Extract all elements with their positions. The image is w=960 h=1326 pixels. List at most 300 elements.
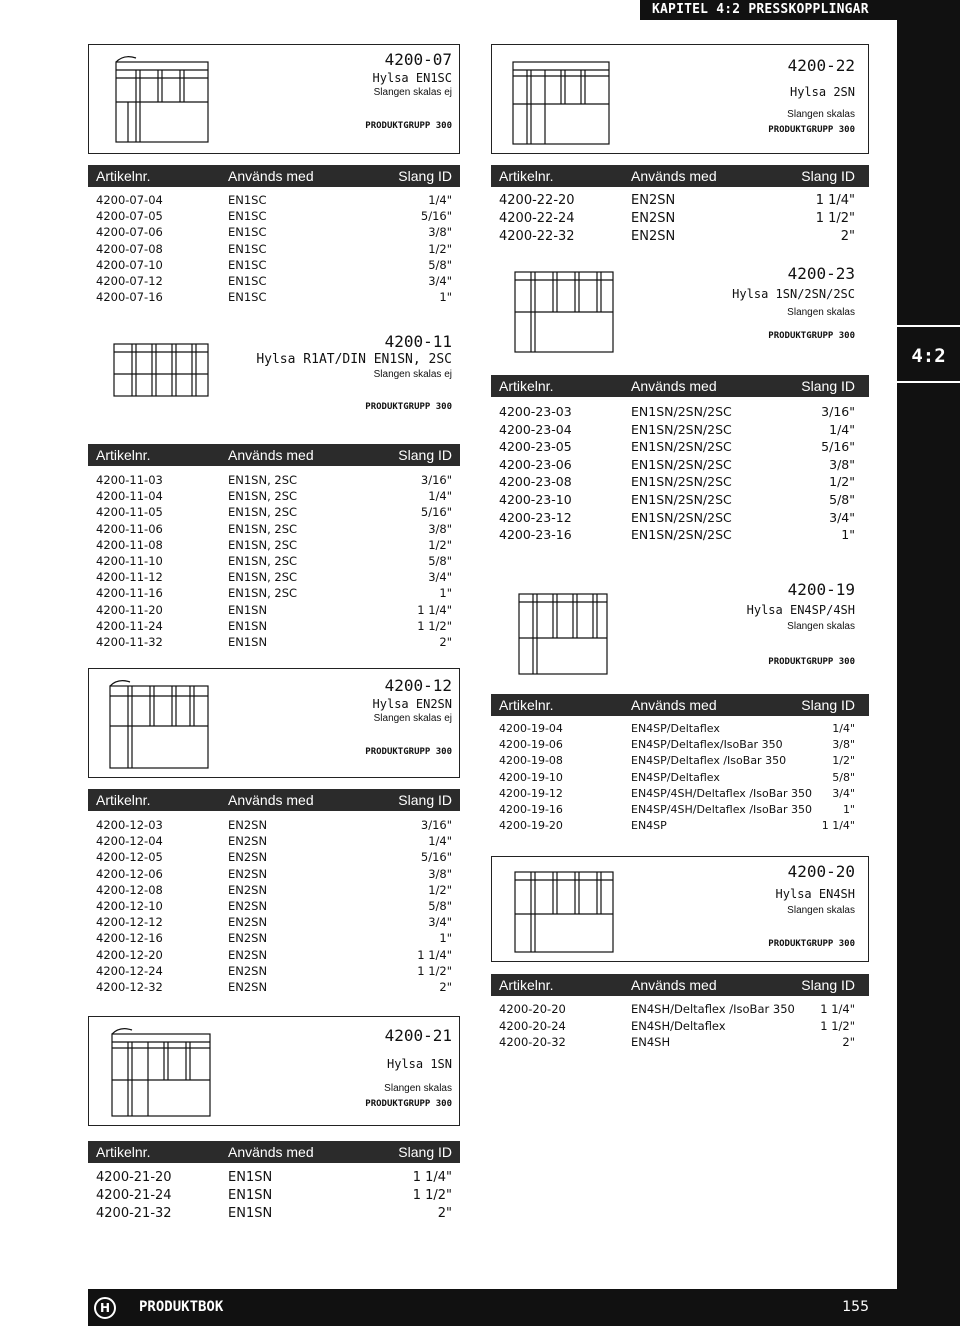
hose-id: 1 1/2" bbox=[417, 963, 452, 978]
article-number: 4200-23-08 bbox=[499, 474, 572, 490]
table-4200-11 bbox=[96, 472, 452, 650]
article-number: 4200-23-05 bbox=[499, 439, 572, 455]
article-number: 4200-20-20 bbox=[499, 1002, 566, 1016]
table-row bbox=[96, 257, 452, 273]
product-group: PRODUKTGRUPP 300 bbox=[768, 331, 855, 341]
hose-id: 1/2" bbox=[428, 241, 452, 256]
article-number: 4200-23-16 bbox=[499, 527, 572, 543]
table-row bbox=[96, 833, 452, 849]
used-with: EN4SP/Deltaflex /IsoBar 350 bbox=[631, 754, 787, 768]
product-title-block bbox=[256, 332, 452, 413]
col-used: Används med bbox=[228, 168, 314, 184]
article-number: 4200-11-24 bbox=[96, 618, 163, 633]
used-with: EN1SN/2SN/2SC bbox=[631, 509, 732, 525]
article-number: 4200-07-16 bbox=[96, 290, 163, 305]
table-row bbox=[96, 504, 452, 520]
product-code: 4200-21 bbox=[384, 1026, 452, 1045]
col-used: Används med bbox=[631, 168, 717, 184]
article-number: 4200-20-24 bbox=[499, 1018, 566, 1033]
used-with: EN2SN bbox=[228, 866, 268, 881]
product-group: PRODUKTGRUPP 300 bbox=[768, 657, 855, 667]
right-margin-band bbox=[897, 0, 960, 1326]
table-row bbox=[96, 930, 452, 946]
article-number: 4200-23-03 bbox=[499, 404, 572, 419]
article-number: 4200-07-08 bbox=[96, 241, 163, 256]
table-header bbox=[88, 165, 460, 187]
hose-id: 5/8" bbox=[428, 898, 452, 913]
col-artnr: Artikelnr. bbox=[96, 792, 151, 808]
col-slang: Slang ID bbox=[398, 447, 452, 463]
hose-id: 1 1/4" bbox=[417, 947, 452, 962]
article-number: 4200-11-04 bbox=[96, 489, 163, 504]
used-with: EN1SN/2SN/2SC bbox=[631, 421, 732, 437]
table-row bbox=[96, 241, 452, 257]
used-with: EN1SN, 2SC bbox=[228, 586, 298, 601]
company-logo-icon: H bbox=[94, 1297, 116, 1319]
table-row bbox=[96, 1205, 452, 1223]
hose-id: 1 1/4" bbox=[417, 602, 452, 617]
used-with: EN2SN bbox=[228, 882, 268, 897]
table-row bbox=[499, 421, 855, 439]
product-name: Hylsa 2SN bbox=[789, 85, 855, 99]
article-number: 4200-11-08 bbox=[96, 537, 163, 552]
article-number: 4200-23-04 bbox=[499, 421, 572, 437]
article-number: 4200-11-16 bbox=[96, 586, 163, 601]
article-number: 4200-12-03 bbox=[96, 818, 163, 832]
hose-id: 1" bbox=[439, 931, 452, 946]
col-used: Används med bbox=[631, 378, 717, 394]
used-with: EN4SP bbox=[631, 819, 667, 833]
table-row bbox=[96, 947, 452, 963]
article-number: 4200-21-20 bbox=[96, 1170, 172, 1185]
used-with: EN1SC bbox=[228, 225, 267, 240]
col-slang: Slang ID bbox=[398, 168, 452, 184]
article-number: 4200-12-32 bbox=[96, 979, 163, 994]
table-header bbox=[88, 789, 460, 811]
used-with: EN4SP/Deltaflex bbox=[631, 770, 720, 784]
hose-id: 1 1/4" bbox=[412, 1170, 452, 1185]
table-row bbox=[96, 537, 452, 553]
used-with: EN2SN bbox=[631, 193, 676, 208]
article-number: 4200-22-20 bbox=[499, 193, 575, 208]
sleeve-drawing bbox=[106, 1024, 216, 1119]
col-used: Används med bbox=[631, 697, 717, 713]
col-artnr: Artikelnr. bbox=[96, 1144, 151, 1160]
hose-id: 5/16" bbox=[821, 439, 855, 455]
used-with: EN2SN bbox=[228, 818, 268, 832]
used-with: EN1SN bbox=[228, 1206, 273, 1221]
hose-id: 5/8" bbox=[428, 553, 452, 568]
hose-id: 1" bbox=[439, 586, 452, 601]
col-used: Används med bbox=[631, 977, 717, 993]
sleeve-drawing bbox=[106, 50, 216, 145]
used-with: EN1SN, 2SC bbox=[228, 570, 298, 585]
used-with: EN1SN bbox=[228, 602, 268, 617]
table-row bbox=[499, 721, 855, 737]
product-code: 4200-07 bbox=[384, 50, 452, 69]
hose-id: 1 1/2" bbox=[820, 1018, 855, 1033]
article-number: 4200-11-32 bbox=[96, 634, 163, 649]
product-title-block bbox=[768, 862, 855, 950]
used-with: EN1SN bbox=[228, 618, 268, 633]
article-number: 4200-19-08 bbox=[499, 754, 563, 768]
hose-id: 1 1/4" bbox=[815, 193, 855, 208]
hose-id: 1 1/2" bbox=[815, 211, 855, 226]
product-title-block bbox=[732, 264, 855, 342]
hose-id: 3/8" bbox=[428, 866, 452, 881]
used-with: EN2SN bbox=[228, 850, 268, 865]
used-with: EN1SC bbox=[228, 241, 267, 256]
hose-id: 2" bbox=[439, 634, 452, 649]
hose-id: 1 1/2" bbox=[417, 618, 452, 633]
table-row bbox=[499, 786, 855, 802]
table-row bbox=[96, 866, 452, 882]
article-number: 4200-12-05 bbox=[96, 850, 163, 865]
product-name: Hylsa 1SN bbox=[386, 1057, 452, 1071]
table-row bbox=[499, 753, 855, 769]
table-row bbox=[499, 456, 855, 474]
col-artnr: Artikelnr. bbox=[96, 447, 151, 463]
product-name: Hylsa EN4SH bbox=[775, 887, 855, 901]
article-number: 4200-12-06 bbox=[96, 866, 163, 881]
table-row bbox=[96, 914, 452, 930]
used-with: EN1SN/2SN/2SC bbox=[631, 474, 732, 490]
article-number: 4200-12-24 bbox=[96, 963, 163, 978]
used-with: EN1SN bbox=[228, 1170, 273, 1185]
used-with: EN4SH/Deltaflex /IsoBar 350 bbox=[631, 1002, 795, 1016]
used-with: EN1SN/2SN/2SC bbox=[631, 527, 732, 543]
hose-id: 3/4" bbox=[829, 509, 855, 525]
article-number: 4200-21-24 bbox=[96, 1188, 172, 1203]
article-number: 4200-07-06 bbox=[96, 225, 163, 240]
article-number: 4200-12-04 bbox=[96, 834, 163, 849]
table-row bbox=[96, 618, 452, 634]
article-number: 4200-19-04 bbox=[499, 722, 563, 735]
hose-id: 1/2" bbox=[428, 882, 452, 897]
table-row bbox=[499, 818, 855, 834]
product-group: PRODUKTGRUPP 300 bbox=[365, 747, 452, 757]
used-with: EN2SN bbox=[228, 915, 268, 930]
col-artnr: Artikelnr. bbox=[499, 378, 554, 394]
used-with: EN4SH/Deltaflex bbox=[631, 1018, 726, 1033]
table-row bbox=[499, 526, 855, 544]
sleeve-drawing bbox=[509, 266, 619, 356]
table-header bbox=[491, 375, 869, 397]
hose-id: 5/8" bbox=[832, 770, 855, 784]
product-name: Hylsa EN2SN bbox=[372, 697, 452, 711]
used-with: EN1SN/2SN/2SC bbox=[631, 491, 732, 507]
chapter-header: KAPITEL 4:2 PRESSKOPPLINGAR bbox=[640, 0, 897, 20]
table-row bbox=[96, 472, 452, 488]
table-header bbox=[491, 974, 869, 996]
product-note: Slangen skalas bbox=[787, 621, 855, 632]
table-4200-21 bbox=[96, 1169, 452, 1223]
used-with: EN2SN bbox=[228, 979, 268, 994]
col-slang: Slang ID bbox=[398, 1144, 452, 1160]
hose-id: 3/16" bbox=[420, 473, 452, 487]
used-with: EN2SN bbox=[228, 947, 268, 962]
table-row bbox=[96, 898, 452, 914]
table-row bbox=[96, 521, 452, 537]
product-note: Slangen skalas bbox=[787, 905, 855, 916]
table-row bbox=[96, 1187, 452, 1205]
hose-id: 3/16" bbox=[821, 404, 855, 419]
col-slang: Slang ID bbox=[801, 977, 855, 993]
product-code: 4200-23 bbox=[787, 264, 855, 283]
table-row bbox=[499, 403, 855, 421]
table-4200-23 bbox=[499, 403, 855, 544]
product-title-block bbox=[365, 50, 452, 132]
table-row bbox=[96, 208, 452, 224]
hose-id: 5/16" bbox=[420, 850, 452, 865]
hose-id: 1 1/2" bbox=[412, 1188, 452, 1203]
article-number: 4200-20-32 bbox=[499, 1035, 566, 1049]
table-4200-07 bbox=[96, 192, 452, 305]
article-number: 4200-11-05 bbox=[96, 505, 163, 520]
product-group: PRODUKTGRUPP 300 bbox=[768, 939, 855, 949]
hose-id: 2" bbox=[439, 979, 452, 994]
table-row bbox=[96, 289, 452, 305]
hose-id: 1/4" bbox=[428, 489, 452, 504]
article-number: 4200-12-20 bbox=[96, 947, 163, 962]
used-with: EN1SC bbox=[228, 193, 267, 207]
footer-bar bbox=[88, 1289, 897, 1326]
used-with: EN2SN bbox=[228, 963, 268, 978]
table-4200-19 bbox=[499, 721, 855, 834]
hose-id: 1/2" bbox=[829, 474, 855, 490]
table-row bbox=[96, 849, 452, 865]
hose-id: 3/4" bbox=[428, 273, 452, 288]
hose-id: 5/16" bbox=[420, 505, 452, 520]
product-group: PRODUKTGRUPP 300 bbox=[365, 121, 452, 131]
table-row bbox=[96, 963, 452, 979]
product-code: 4200-12 bbox=[384, 676, 452, 695]
col-slang: Slang ID bbox=[398, 792, 452, 808]
used-with: EN1SN bbox=[228, 634, 268, 649]
product-note: Slangen skalas bbox=[787, 307, 855, 318]
col-artnr: Artikelnr. bbox=[96, 168, 151, 184]
article-number: 4200-07-12 bbox=[96, 273, 163, 288]
hose-id: 3/4" bbox=[832, 786, 855, 800]
article-number: 4200-12-10 bbox=[96, 898, 163, 913]
sleeve-drawing bbox=[110, 338, 215, 398]
hose-id: 2" bbox=[840, 229, 855, 244]
sleeve-drawing bbox=[513, 588, 613, 678]
used-with: EN2SN bbox=[228, 931, 268, 946]
table-header bbox=[88, 444, 460, 466]
table-row bbox=[96, 224, 452, 240]
product-code: 4200-20 bbox=[787, 862, 855, 881]
used-with: EN4SH bbox=[631, 1035, 671, 1049]
hose-id: 5/8" bbox=[428, 257, 452, 272]
article-number: 4200-07-10 bbox=[96, 257, 163, 272]
product-title-block bbox=[365, 676, 452, 758]
used-with: EN1SC bbox=[228, 257, 267, 272]
table-row bbox=[499, 737, 855, 753]
hose-id: 3/8" bbox=[829, 456, 855, 472]
product-code: 4200-22 bbox=[787, 56, 855, 75]
hose-id: 1/4" bbox=[428, 834, 452, 849]
used-with: EN4SP/4SH/Deltaflex /IsoBar 350 bbox=[631, 802, 813, 816]
table-row bbox=[96, 192, 452, 208]
col-artnr: Artikelnr. bbox=[499, 168, 554, 184]
hose-id: 3/16" bbox=[420, 818, 452, 832]
used-with: EN2SN bbox=[631, 211, 676, 226]
hose-id: 1/4" bbox=[832, 722, 855, 735]
article-number: 4200-11-06 bbox=[96, 521, 163, 536]
product-name: Hylsa 1SN/2SN/2SC bbox=[732, 287, 855, 301]
table-row bbox=[499, 491, 855, 509]
hose-id: 5/8" bbox=[829, 491, 855, 507]
article-number: 4200-23-12 bbox=[499, 509, 572, 525]
table-row bbox=[499, 210, 855, 228]
table-row bbox=[96, 979, 452, 995]
table-row bbox=[96, 817, 452, 833]
table-row bbox=[499, 192, 855, 210]
hose-id: 2" bbox=[437, 1206, 452, 1221]
hose-id: 1/2" bbox=[428, 537, 452, 552]
article-number: 4200-07-04 bbox=[96, 193, 163, 207]
table-row bbox=[499, 770, 855, 786]
col-used: Används med bbox=[228, 447, 314, 463]
table-row bbox=[499, 1001, 855, 1018]
hose-id: 1" bbox=[841, 527, 855, 543]
hose-id: 1/2" bbox=[832, 754, 855, 768]
article-number: 4200-11-20 bbox=[96, 602, 163, 617]
used-with: EN1SC bbox=[228, 273, 267, 288]
hose-id: 5/16" bbox=[420, 209, 452, 224]
product-group: PRODUKTGRUPP 300 bbox=[365, 1099, 452, 1109]
table-row bbox=[96, 634, 452, 650]
used-with: EN1SN, 2SC bbox=[228, 473, 298, 487]
hose-id: 1 1/4" bbox=[821, 819, 855, 833]
hose-id: 1 1/4" bbox=[820, 1002, 855, 1016]
hose-id: 1" bbox=[439, 290, 452, 305]
article-number: 4200-19-12 bbox=[499, 786, 563, 800]
hose-id: 3/4" bbox=[428, 570, 452, 585]
used-with: EN1SN, 2SC bbox=[228, 521, 298, 536]
used-with: EN2SN bbox=[228, 898, 268, 913]
used-with: EN1SN, 2SC bbox=[228, 537, 298, 552]
article-number: 4200-11-12 bbox=[96, 570, 163, 585]
article-number: 4200-12-16 bbox=[96, 931, 163, 946]
product-code: 4200-11 bbox=[384, 332, 452, 351]
col-slang: Slang ID bbox=[801, 168, 855, 184]
used-with: EN2SN bbox=[228, 834, 268, 849]
footer-title: PRODUKTBOK bbox=[139, 1299, 224, 1315]
used-with: EN2SN bbox=[631, 229, 676, 244]
product-note: Slangen skalas ej bbox=[373, 713, 452, 724]
used-with: EN1SN/2SN/2SC bbox=[631, 404, 732, 419]
page-number: 155 bbox=[842, 1299, 869, 1315]
table-row bbox=[96, 273, 452, 289]
table-row bbox=[96, 1169, 452, 1187]
used-with: EN4SP/4SH/Deltaflex /IsoBar 350 bbox=[631, 786, 813, 800]
article-number: 4200-11-10 bbox=[96, 553, 163, 568]
article-number: 4200-12-08 bbox=[96, 882, 163, 897]
product-name: Hylsa EN4SP/4SH bbox=[746, 603, 855, 617]
used-with: EN1SN, 2SC bbox=[228, 553, 298, 568]
article-number: 4200-22-32 bbox=[499, 229, 575, 244]
table-row bbox=[96, 882, 452, 898]
product-title-block bbox=[747, 580, 855, 668]
article-number: 4200-22-24 bbox=[499, 211, 575, 226]
product-group: PRODUKTGRUPP 300 bbox=[768, 125, 855, 135]
hose-id: 3/8" bbox=[428, 225, 452, 240]
used-with: EN4SP/Deltaflex/IsoBar 350 bbox=[631, 738, 783, 752]
used-with: EN1SN, 2SC bbox=[228, 489, 298, 504]
article-number: 4200-11-03 bbox=[96, 473, 163, 487]
article-number: 4200-19-06 bbox=[499, 738, 563, 752]
table-header bbox=[88, 1141, 460, 1163]
used-with: EN1SC bbox=[228, 209, 267, 224]
hose-id: 2" bbox=[842, 1035, 855, 1049]
table-row bbox=[499, 473, 855, 491]
hose-id: 1" bbox=[842, 802, 855, 816]
table-row bbox=[96, 602, 452, 618]
col-used: Används med bbox=[228, 1144, 314, 1160]
hose-id: 1/4" bbox=[428, 193, 452, 207]
chapter-tab: 4:2 bbox=[897, 325, 960, 383]
hose-id: 3/8" bbox=[428, 521, 452, 536]
table-header bbox=[491, 694, 869, 716]
sleeve-drawing bbox=[505, 56, 615, 146]
hose-id: 1/4" bbox=[829, 421, 855, 437]
table-row bbox=[96, 553, 452, 569]
product-note: Slangen skalas ej bbox=[373, 369, 452, 380]
used-with: EN1SC bbox=[228, 290, 267, 305]
table-row bbox=[499, 1034, 855, 1051]
table-4200-20 bbox=[499, 1001, 855, 1051]
table-4200-12 bbox=[96, 817, 452, 995]
product-group: PRODUKTGRUPP 300 bbox=[365, 402, 452, 412]
used-with: EN1SN/2SN/2SC bbox=[631, 439, 732, 455]
article-number: 4200-19-10 bbox=[499, 770, 563, 784]
product-title-block bbox=[365, 1026, 452, 1110]
product-name: Hylsa R1AT/DIN EN1SN, 2SC bbox=[256, 352, 452, 367]
col-slang: Slang ID bbox=[801, 378, 855, 394]
article-number: 4200-07-05 bbox=[96, 209, 163, 224]
article-number: 4200-19-20 bbox=[499, 819, 563, 833]
sleeve-drawing bbox=[104, 676, 214, 771]
hose-id: 3/8" bbox=[832, 738, 855, 752]
col-artnr: Artikelnr. bbox=[499, 977, 554, 993]
article-number: 4200-23-10 bbox=[499, 491, 572, 507]
used-with: EN1SN bbox=[228, 1188, 273, 1203]
col-artnr: Artikelnr. bbox=[499, 697, 554, 713]
table-row bbox=[96, 569, 452, 585]
article-number: 4200-23-06 bbox=[499, 456, 572, 472]
product-title-block bbox=[768, 56, 855, 136]
hose-id: 3/4" bbox=[428, 915, 452, 930]
table-header bbox=[491, 165, 869, 187]
table-row bbox=[96, 585, 452, 601]
table-row bbox=[499, 802, 855, 818]
sleeve-drawing bbox=[509, 866, 619, 956]
used-with: EN1SN/2SN/2SC bbox=[631, 456, 732, 472]
used-with: EN4SP/Deltaflex bbox=[631, 722, 720, 735]
product-note: Slangen skalas bbox=[384, 1083, 452, 1094]
product-note: Slangen skalas ej bbox=[373, 87, 452, 98]
article-number: 4200-12-12 bbox=[96, 915, 163, 930]
col-slang: Slang ID bbox=[801, 697, 855, 713]
table-row bbox=[499, 228, 855, 246]
used-with: EN1SN, 2SC bbox=[228, 505, 298, 520]
product-code: 4200-19 bbox=[787, 580, 855, 599]
article-number: 4200-21-32 bbox=[96, 1206, 172, 1221]
table-4200-22 bbox=[499, 192, 855, 246]
table-row bbox=[499, 509, 855, 527]
